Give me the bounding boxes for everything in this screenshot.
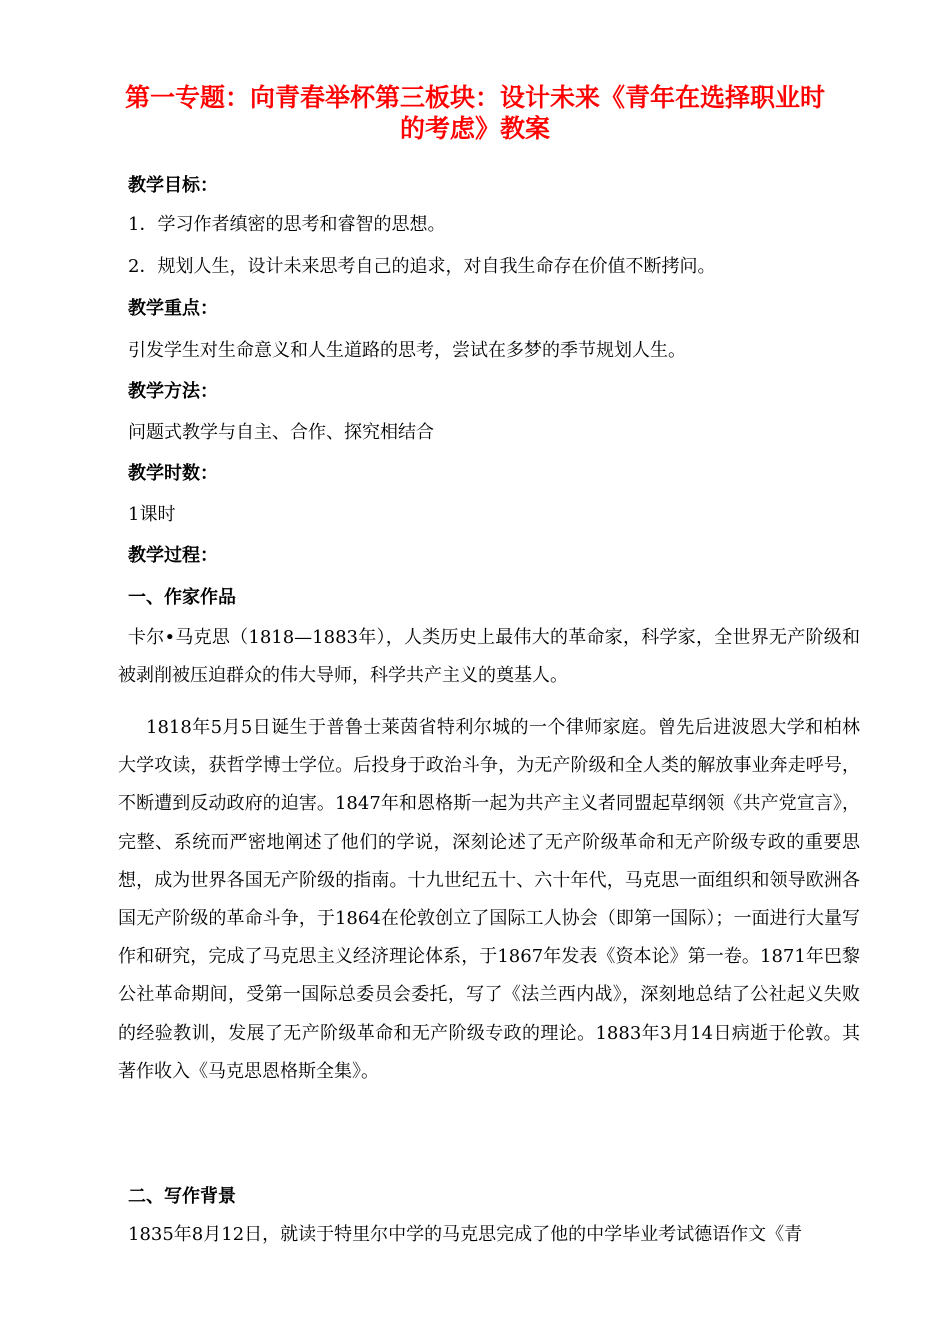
document-title-line-2: 的考虑》教案 [399, 114, 550, 143]
method-heading: 教学方法： [128, 381, 218, 402]
part1-heading: 一、作家作品 [128, 587, 236, 608]
author-intro-paragraph: 卡尔•马克思（1818—1883年），人类历史上最伟大的革命家，科学家，全世界无产阶级和被剥削被压迫群众的伟大导师，科学共产主义的奠基人。 [118, 627, 860, 687]
part2-heading: 二、写作背景 [128, 1186, 236, 1207]
author-biography-paragraph: 1818年5月5日诞生于普鲁士莱茵省特利尔城的一个律师家庭。曾先后进波恩大学和柏林大学攻读，获哲学博士学位。后投身于政治斗争，为无产阶级和全人类的解放事业奔走呼号，不断遭到反动政府的迫害。1847年和恩格斯一起为共产主义者同盟起草纲领《共产党宣言》，完整、系统而严密地阐述了他们的学说，深刻论述了无产阶级革命和无产阶级专政的重要思想，成为世界各国无产阶级的指南。十九世纪五十、六十年代，马克思一面组织和领导欧洲各国无产阶级的革命斗争，于1864在伦敦创立了国际工人协会（即第一国际）；一面进行大量写作和研究，完成了马克思主义经济理论体系，于1867年发表《资本论》第一卷。1871年巴黎公社革命期间，受第一国际总委员会委托，写了《法兰西内战》，深刻地总结了公社起义失败的经验教训，发展了无产阶级革命和无产阶级专政的理论。1883年3月14日病逝于伦敦。其著作收入《马克思恩格斯全集》。 [118, 717, 860, 1082]
focus-text: 引发学生对生命意义和人生道路的思考，尝试在多梦的季节规划人生。 [128, 340, 686, 361]
goal-item-1: 1．学习作者缜密的思考和睿智的思想。 [128, 214, 446, 235]
focus-heading: 教学重点： [128, 298, 218, 319]
background-paragraph: 1835年8月12日，就读于特里尔中学的马克思完成了他的中学毕业考试德语作文《青 [128, 1224, 803, 1245]
method-text: 问题式教学与自主、合作、探究相结合 [128, 422, 434, 443]
goal-item-2: 2．规划人生，设计未来思考自己的追求，对自我生命存在价值不断拷问。 [128, 256, 716, 277]
document-title-line-1: 第一专题：向青春举杯第三板块：设计未来《青年在选择职业时 [124, 83, 825, 112]
hours-heading: 教学时数： [128, 463, 218, 484]
hours-text: 1课时 [128, 504, 176, 525]
goals-heading: 教学目标： [128, 175, 218, 196]
process-heading: 教学过程： [128, 545, 218, 566]
